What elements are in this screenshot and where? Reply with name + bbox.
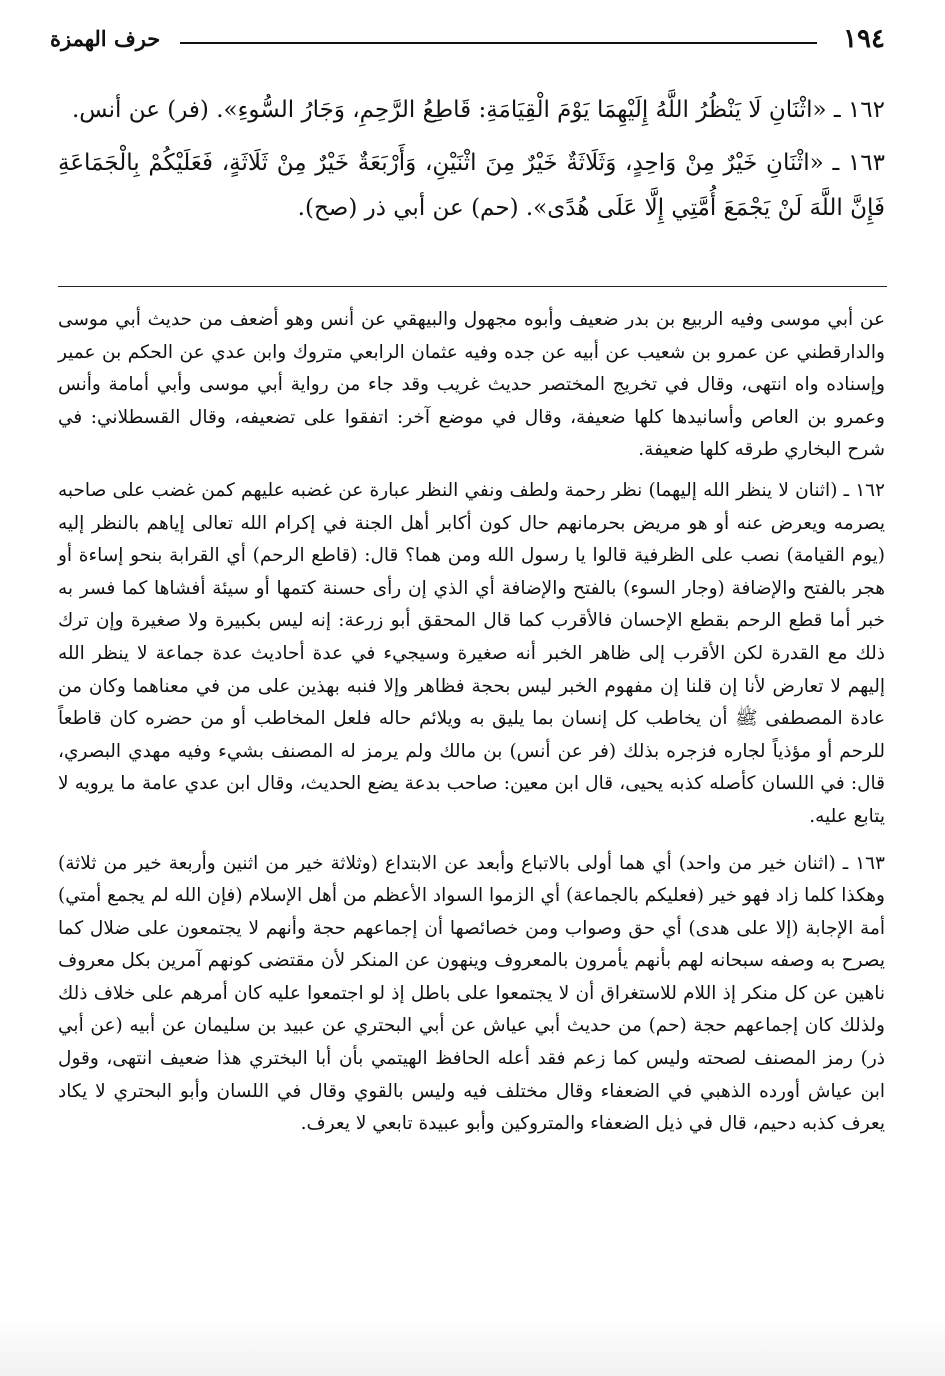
hadith-text: «اثْنَانِ لَا يَنْظُرُ اللَّهُ إِلَيْهِمَا يَوْمَ الْقِيَامَةِ: قَاطِعُ الرَّحِمِ، وَجَارُ السُّوءِ». (فر) عن أنس. bbox=[71, 97, 827, 123]
scan-shadow bbox=[0, 1316, 945, 1376]
hadith-text: «اثْنَانِ خَيْرٌ مِنْ وَاحِدٍ، وَثَلَاثَةٌ خَيْرٌ مِنَ اثْنَيْنِ، وَأَرْبَعَةٌ خَيْرٌ مِنْ ثَلَاثَةٍ، فَعَلَيْكُمْ بِالْجَمَاعَةِ فَإِنَّ اللَّهَ لَنْ يَجْمَعَ أُمَّتِي إِلَّا عَلَى هُدًى». (حم) عن أبي ذر (صح). bbox=[58, 150, 885, 221]
commentary-paragraph: ١٦٢ ـ (اثنان لا ينظر الله إليهما) نظر رحمة ولطف ونفي النظر عبارة عن غضبه عليهم كمن غضب على صاحبه يصرمه ويعرض عنه أو هو مريض بحرمانهم حال كون أكابر أهل الجنة في إكرام الله تعالى إياهم بالنظر إليه (يوم القيامة) نصب على الظرفية قالوا يا رسول الله ومن هما؟ قال: (قاطع الرحم) أي القرابة بنحو إساءة أو هجر بالفتح والإضافة (وجار السوء) بالفتح والإضافة أي الذي إن رأى حسنة كتمها أو سيئة أفشاها كما فسر به خبر أما قطع الرحم بقطع الإحسان فالأقرب كما قال المحقق أبو زرعة: إنه ليس بكبيرة ولا صغيرة وإن ترك ذلك مع القدرة لكن الأقرب إلى ظاهر الخبر أنه صغيرة وسيجيء في عدة أحاديث عدة جماعة لا ينظر الله إليهم لا تعارض لأنا إن قلنا إن مفهوم الخبر ليس بحجة فظاهر وإلا فنبه بهذين على من في معناهما وكان من عادة المصطفى ﷺ أن يخاطب كل إنسان بما يليق به ويلائم حاله فلعل المخاطب أو من حضره كان قاطعاً للرحم أو مؤذياً لجاره فزجره بذلك (فر عن أنس) بن مالك ولم يرمز له المصنف بشيء وفيه مهدي البصري، قال: في اللسان كأصله كذبه يحيى، قال ابن معين: صاحب بدعة يضع الحديث، وقال ابن عدي عامة ما يرويه لا يتابع عليه. bbox=[58, 479, 885, 827]
hadith-texts bbox=[58, 88, 885, 239]
hadith-number: ١٦٢ ـ bbox=[833, 97, 885, 123]
section-title: حرف الهمزة bbox=[50, 26, 161, 51]
hadith-number: ١٦٣ ـ bbox=[832, 150, 885, 176]
commentary-paragraph: ١٦٣ ـ (اثنان خير من واحد) أي هما أولى بالاتباع وأبعد عن الابتداع (وثلاثة خير من اثنين وأربعة خير من ثلاثة) وهكذا كلما زاد فهو خير (فعليكم بالجماعة) أي الزموا السواد الأعظم من أهل الإسلام (فإن الله لم يجمع أمتي) أمة الإجابة (إلا على هدى) أي حق وصواب ومن خصائصها أن إجماعهم حجة وأنهم لا يجتمعون على ضلال كما يصرح به وصفه سبحانه لهم بأنهم يأمرون بالمعروف وينهون عن المنكر لأن مقتضى كونهم آمرين بكل معروف ناهين عن كل منكر إذ اللام للاستغراق أن لا يجتمعوا على باطل إذ لو اجتمعوا عليه كان أمرهم على خلاف ذلك ولذلك كان إجماعهم حجة (حم) من حديث أبي عياش عن أبي البحتري عن عبيد بن سليمان عن أبيه (عن أبي ذر) رمز المصنف لصحته وليس كما زعم فقد أعله الحافظ الهيتمي بأن أبا البختري هذا ضعيف انتهى، وقول ابن عياش أورده الذهبي في الضعفاء وقال مختلف فيه وليس بالقوي وقال في اللسان وأبو البحتري لا يكاد يعرف كذبه دحيم، قال في ذيل الضعفاء والمتروكين وأبو عبيدة تابعي لا يعرف. bbox=[58, 852, 885, 1135]
commentary-section bbox=[58, 304, 885, 1149]
commentary-paragraph: عن أبي موسى وفيه الربيع بن بدر ضعيف وأبوه مجهول والبيهقي عن أنس وهو أضعف من حديث أبي موسى والدارقطني عن عمرو بن شعيب عن أبيه عن جده وفيه عثمان الرابعي متروك وابن عدي عن الحكم بن عمير وإسناده واه انتهى، وقال في تخريج المختصر حديث غريب وقد جاء من رواية أبي موسى وأبي أمامة وأنس وعمرو بن العاص وأسانيدها كلها ضعيفة، وقال في موضع آخر: اتفقوا على تضعيفه، وقال القسطلاني: في شرح البخاري طرقه كلها ضعيفة. bbox=[58, 309, 885, 461]
hadith-163 bbox=[58, 141, 885, 231]
footnote-divider bbox=[58, 286, 887, 287]
hadith-162 bbox=[58, 88, 885, 133]
page-number: ١٩٤ bbox=[843, 24, 885, 54]
page-header bbox=[50, 22, 885, 62]
header-rule bbox=[180, 42, 817, 44]
